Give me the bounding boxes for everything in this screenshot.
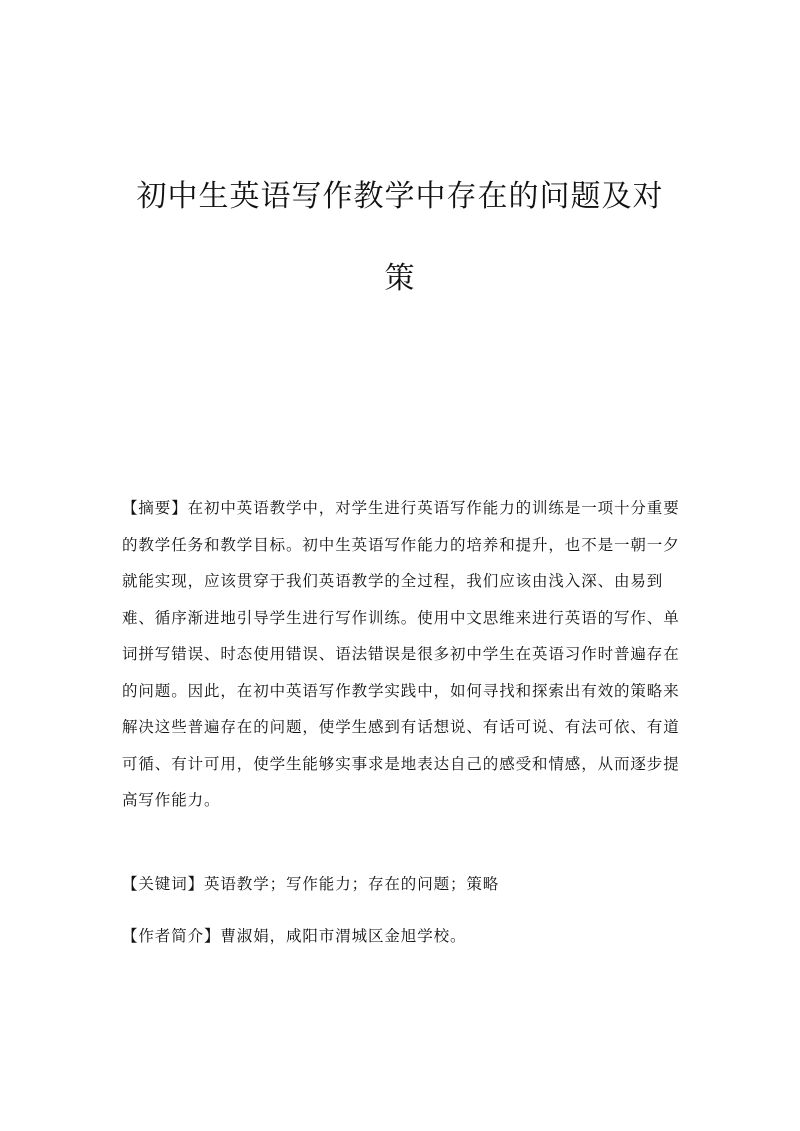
abstract-line: 【摘要】在初中英语教学中，对学生进行英语写作能力的训练是一项十分重要 (122, 499, 680, 517)
abstract-line: 的教学任务和教学目标。初中生英语写作能力的培养和提升，也不是一朝一夕 (122, 535, 680, 554)
abstract-line: 就能实现，应该贯穿于我们英语教学的全过程，我们应该由浅入深、由易到 (122, 572, 664, 590)
abstract-paragraph (122, 490, 682, 819)
title-line-2: 策 (384, 261, 416, 296)
abstract-line: 解决这些普遍存在的问题，使学生感到有话想说、有话可说、有法可依、有道 (122, 718, 680, 736)
abstract-line: 难、循序渐进地引导学生进行写作训练。使用中文思维来进行英语的写作、单 (122, 608, 680, 627)
abstract-line: 词拼写错误、时态使用错误、语法错误是很多初中学生在英语习作时普遍存在 (122, 645, 680, 663)
author-bio-line: 【作者简介】曹淑娟，咸阳市渭城区金旭学校。 (122, 927, 467, 945)
abstract-line: 可循、有计可用，使学生能够实事求是地表达自己的感受和情感，从而逐步提 (122, 754, 680, 773)
keywords-line: 【关键词】英语教学；写作能力；存在的问题；策略 (122, 875, 500, 893)
abstract-line: 高写作能力。 (122, 791, 221, 809)
document-title (100, 179, 700, 296)
title-line-1: 初中生英语写作教学中存在的问题及对 (136, 179, 664, 214)
abstract-line: 的问题。因此，在初中英语写作教学实践中，如何寻找和探索出有效的策略来 (122, 681, 680, 700)
